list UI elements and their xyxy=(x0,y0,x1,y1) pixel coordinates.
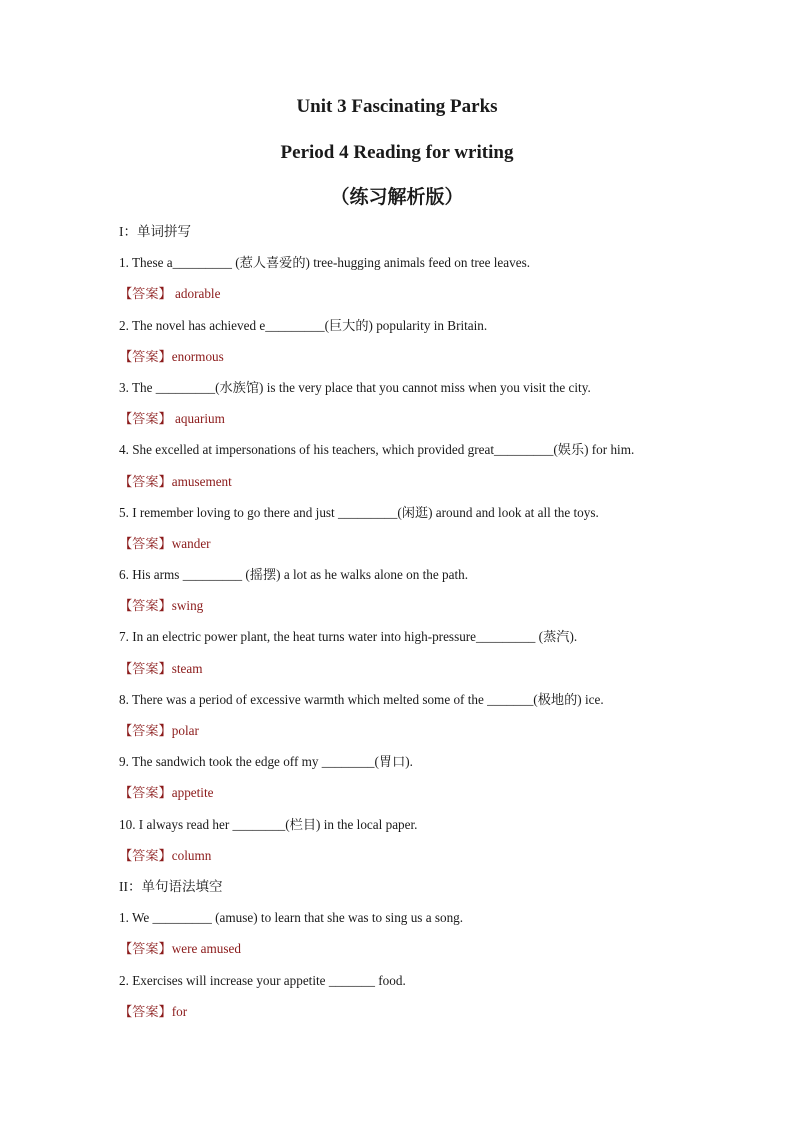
answer-2-2 xyxy=(119,1002,679,1033)
answer-1-8 xyxy=(119,721,679,752)
answer-tag: 【答案】 xyxy=(119,660,172,676)
answer-tag: 【答案】 xyxy=(119,1003,172,1019)
question-1-2: 2. The novel has achieved e_________(巨大的) popularity in Britain. xyxy=(119,317,488,333)
answer-1-7 xyxy=(119,659,679,690)
answer-tag: 【答案】 xyxy=(119,785,172,801)
question-1-1: 1. These a_________ (惹人喜爱的) tree-hugging animals feed on tree leaves. xyxy=(119,255,531,271)
answer-1-6 xyxy=(119,596,679,627)
answer-tag: 【答案】 xyxy=(119,411,172,427)
question-1-6: 6. His arms _________ (摇摆) a lot as he walks alone on the path. xyxy=(119,567,469,583)
answer-tag: 【答案】 xyxy=(119,348,172,364)
answer-tag: 【答案】 xyxy=(119,723,172,738)
answer-text: swing xyxy=(171,598,204,614)
answer-1-3 xyxy=(119,409,679,440)
question-1-10: 10. I always read her ________(栏目) in the local paper. xyxy=(119,816,418,832)
answer-tag: 【答案】 xyxy=(119,473,172,489)
answer-1-2 xyxy=(119,347,679,378)
answer-text: amusement xyxy=(171,473,232,489)
answer-text: column xyxy=(171,847,212,863)
question-1-4: 4. She excelled at impersonations of his teachers, which provided great_________(娱乐) for him. xyxy=(119,442,635,458)
section-heading-spelling: I：单词拼写 xyxy=(119,224,191,239)
question-1-7: 7. In an electric power plant, the heat turns water into high-pressure_________ (蒸汽). xyxy=(119,629,578,645)
answer-1-10 xyxy=(119,846,679,877)
answer-1-4 xyxy=(119,472,679,503)
answer-text: for xyxy=(171,1003,188,1019)
answer-tag: 【答案】 xyxy=(119,941,172,957)
exercise-content xyxy=(119,222,679,1033)
question-1-8: 8. There was a period of excessive warmth which melted some of the _______(极地的) ice. xyxy=(119,691,604,707)
edition-label: （练习解析版） xyxy=(330,187,464,208)
question-1-3: 3. The _________(水族馆) is the very place that you cannot miss when you visit the city. xyxy=(119,379,591,395)
answer-tag: 【答案】 xyxy=(119,286,172,302)
answer-2-1 xyxy=(119,939,679,970)
period-title: Period 4 Reading for writing xyxy=(280,142,514,163)
answer-text: were amused xyxy=(171,941,241,957)
answer-tag: 【答案】 xyxy=(119,535,172,551)
section-heading-grammar: II：单句语法填空 xyxy=(119,878,223,894)
answer-tag: 【答案】 xyxy=(119,847,172,863)
answer-1-9 xyxy=(119,783,679,814)
answer-tag: 【答案】 xyxy=(119,598,172,614)
answer-1-5 xyxy=(119,534,679,565)
answer-text: aquarium xyxy=(171,411,225,427)
answer-1-1 xyxy=(119,284,679,315)
question-2-1: 1. We _________ (amuse) to learn that she was to sing us a song. xyxy=(119,910,464,926)
answer-text: polar xyxy=(171,723,199,738)
answer-text: steam xyxy=(171,660,203,676)
question-1-5: 5. I remember loving to go there and just _________(闲逛) around and look at all the toys. xyxy=(119,504,599,520)
question-2-2: 2. Exercises will increase your appetite _______ food. xyxy=(119,972,406,988)
answer-text: appetite xyxy=(171,785,214,801)
answer-text: adorable xyxy=(171,286,221,302)
question-1-9: 9. The sandwich took the edge off my ________(胃口). xyxy=(119,754,413,770)
answer-text: wander xyxy=(171,535,211,551)
unit-title: Unit 3 Fascinating Parks xyxy=(296,96,498,117)
answer-text: enormous xyxy=(171,348,224,364)
